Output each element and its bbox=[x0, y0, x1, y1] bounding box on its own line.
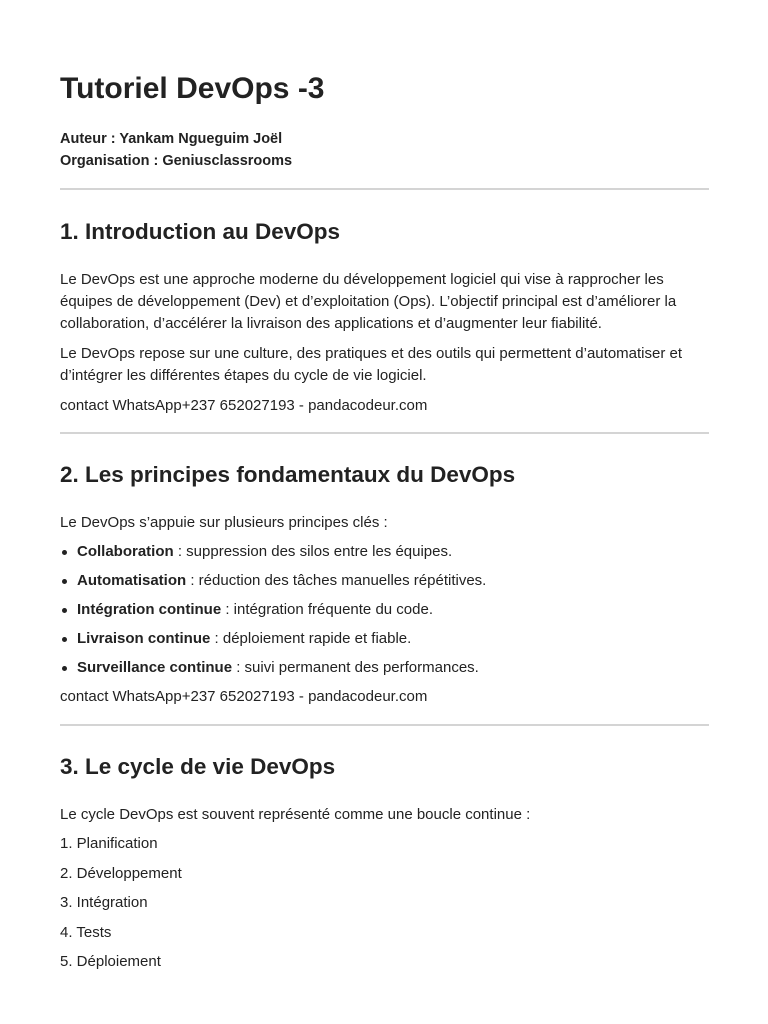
contact-line: contact WhatsApp+237 652027193 - pandacodeur.com bbox=[60, 397, 428, 414]
list-item bbox=[60, 541, 709, 563]
bullet-icon bbox=[62, 579, 67, 584]
organisation-name: Geniusclassrooms bbox=[162, 153, 293, 169]
lifecycle-steps-list bbox=[60, 833, 709, 973]
paragraph: Le cycle DevOps est souvent représenté comme une boucle continue : bbox=[60, 806, 531, 823]
list-item bbox=[60, 657, 709, 679]
list-item bbox=[60, 628, 709, 650]
principles-list bbox=[60, 541, 709, 679]
list-item: 4. Tests bbox=[60, 923, 112, 941]
bullet-icon bbox=[62, 608, 67, 613]
section-heading-introduction: 1. Introduction au DevOps bbox=[60, 219, 341, 244]
principle-desc: : suivi permanent des performances. bbox=[232, 659, 479, 676]
list-item bbox=[60, 599, 709, 621]
list-item bbox=[60, 570, 709, 592]
author-name: Yankam Ngueguim Joël bbox=[119, 131, 283, 147]
divider bbox=[60, 188, 709, 190]
list-item: 5. Déploiement bbox=[60, 953, 161, 970]
principle-term: Collaboration bbox=[77, 543, 174, 560]
section-heading-principles: 2. Les principes fondamentaux du DevOps bbox=[60, 462, 516, 487]
principle-desc: : déploiement rapide et fiable. bbox=[210, 630, 412, 647]
contact-line: contact WhatsApp+237 652027193 - pandacodeur.com bbox=[60, 688, 428, 705]
list-item: 1. Planification bbox=[60, 835, 158, 852]
organisation-line bbox=[60, 150, 709, 172]
principle-term: Intégration continue bbox=[77, 601, 222, 618]
principle-desc: : suppression des silos entre les équipes. bbox=[173, 543, 453, 560]
paragraph: Le DevOps repose sur une culture, des pratiques et des outils qui permettent d’automatiser et d’intégrer les différentes étapes du cycle de vie logiciel. bbox=[60, 345, 683, 384]
page-title: Tutoriel DevOps -3 bbox=[60, 72, 325, 105]
bullet-icon bbox=[62, 666, 67, 671]
bullet-icon bbox=[62, 637, 67, 642]
author-label: Auteur : bbox=[60, 131, 116, 147]
section-heading-lifecycle: 3. Le cycle de vie DevOps bbox=[60, 754, 336, 779]
bullet-icon bbox=[62, 550, 67, 555]
divider bbox=[60, 432, 709, 434]
document-meta bbox=[60, 128, 709, 172]
author-line bbox=[60, 128, 709, 150]
paragraph: Le DevOps est une approche moderne du développement logiciel qui vise à rapprocher les équipes de développement (Dev) et d’exploitation (Ops). L’objectif principal est d’améliorer la collaboration, d’accélérer la livraison des applications et d’augmenter leur fiabilité. bbox=[60, 271, 677, 332]
paragraph: Le DevOps s’appuie sur plusieurs principes clés : bbox=[60, 514, 388, 531]
principle-term: Livraison continue bbox=[77, 630, 211, 647]
principle-term: Surveillance continue bbox=[77, 659, 233, 676]
principle-desc: : intégration fréquente du code. bbox=[221, 601, 433, 618]
divider bbox=[60, 724, 709, 726]
list-item: 3. Intégration bbox=[60, 894, 148, 911]
list-item: 2. Développement bbox=[60, 864, 182, 882]
principle-term: Automatisation bbox=[77, 572, 187, 589]
organisation-label: Organisation : bbox=[60, 153, 159, 169]
principle-desc: : réduction des tâches manuelles répétitives. bbox=[186, 572, 487, 589]
